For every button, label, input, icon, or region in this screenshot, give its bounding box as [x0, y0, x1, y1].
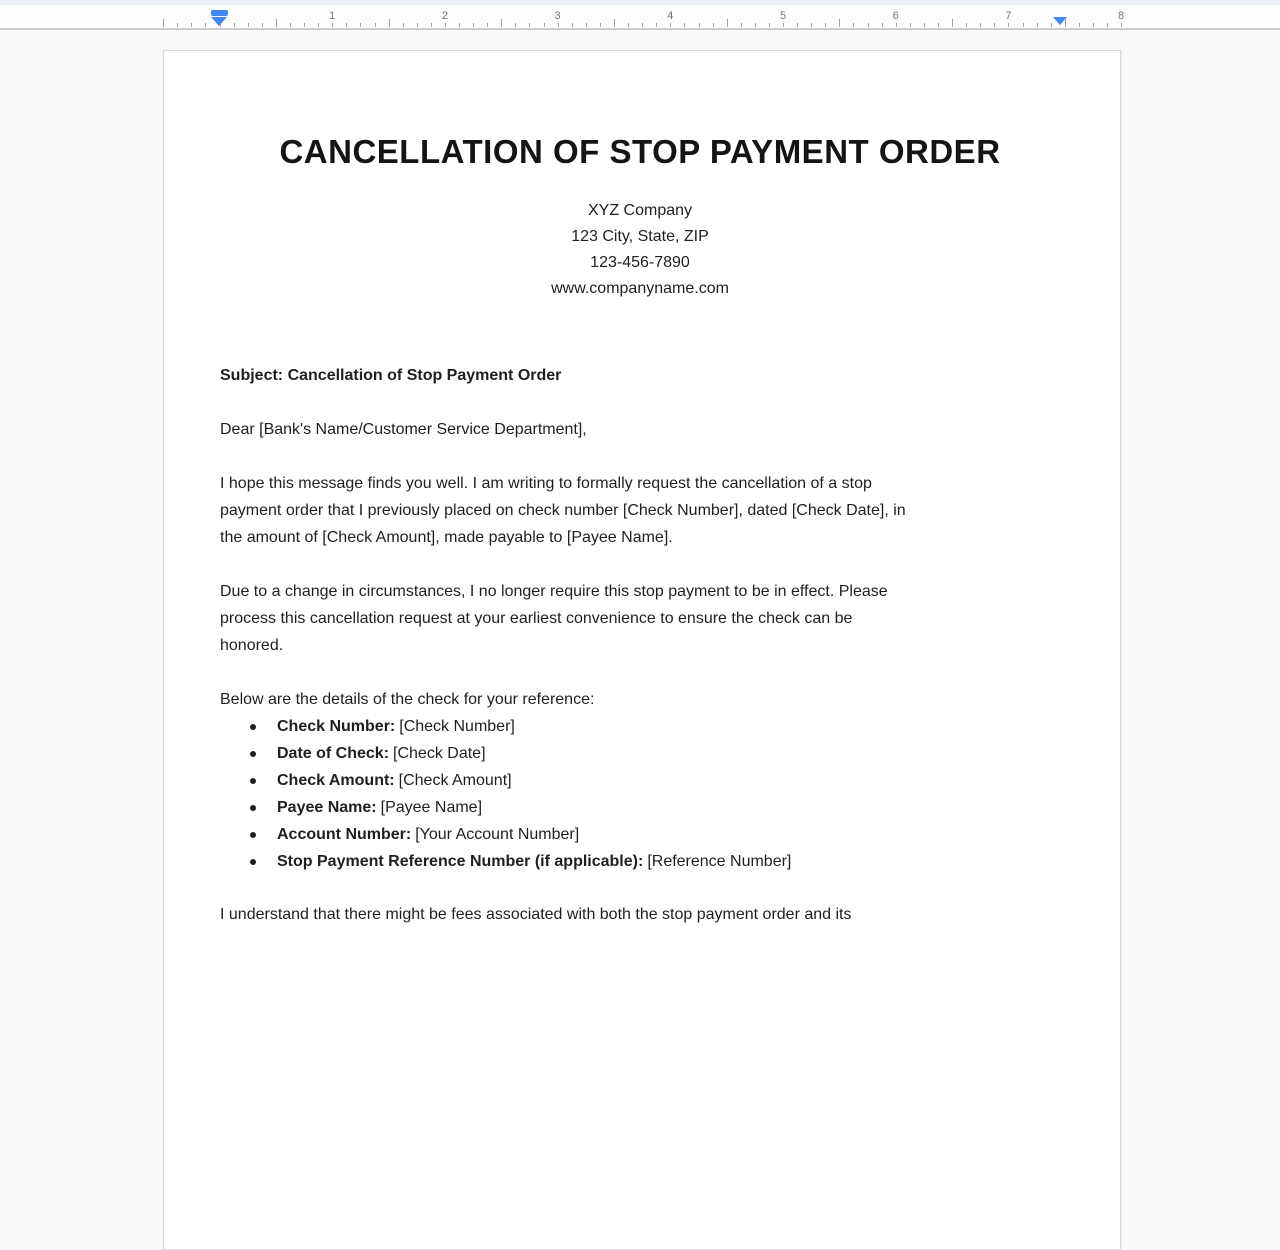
- paragraph-line[interactable]: payment order that I previously placed on check number [Check Number], dated [Check Date], in: [220, 502, 906, 519]
- company-info-block[interactable]: [220, 198, 1060, 302]
- company-info-line[interactable]: XYZ Company: [587, 202, 693, 219]
- check-detail-item[interactable]: [220, 848, 1060, 875]
- horizontal-ruler[interactable]: 1 2 3 4 5 6 7 8: [0, 5, 1280, 30]
- left-indent-marker-icon[interactable]: [211, 17, 227, 26]
- first-line-indent-marker-icon[interactable]: [211, 10, 228, 16]
- paragraph-line[interactable]: Due to a change in circumstances, I no longer require this stop payment to be in effect. Please: [220, 583, 888, 600]
- paragraph-line[interactable]: I hope this message finds you well. I am writing to formally request the cancellation of a stop: [220, 475, 872, 492]
- document-title[interactable]: CANCELLATION OF STOP PAYMENT ORDER: [279, 133, 1001, 170]
- page-content: [164, 132, 1120, 928]
- check-detail-item[interactable]: [220, 767, 1060, 794]
- paragraph-reason[interactable]: [220, 578, 1060, 659]
- check-detail-item[interactable]: [220, 740, 1060, 767]
- check-details-list[interactable]: [220, 713, 1060, 875]
- company-info-line[interactable]: 123 City, State, ZIP: [571, 228, 709, 245]
- check-detail-item[interactable]: [220, 821, 1060, 848]
- paragraph-line[interactable]: process this cancellation request at your earliest convenience to ensure the check can be: [220, 610, 853, 627]
- right-indent-marker-icon[interactable]: [1053, 17, 1067, 25]
- check-detail-item[interactable]: [220, 713, 1060, 740]
- bullet-icon: [250, 805, 256, 811]
- bullet-icon: [250, 751, 256, 757]
- detail-value: [Payee Name]: [380, 799, 483, 816]
- subject-line[interactable]: Subject: Cancellation of Stop Payment Order: [220, 367, 562, 384]
- bullet-icon: [250, 724, 256, 730]
- bullet-icon: [250, 778, 256, 784]
- document-page[interactable]: [163, 50, 1121, 1250]
- check-details-intro[interactable]: Below are the details of the check for your reference:: [220, 691, 595, 708]
- paragraph-line[interactable]: honored.: [220, 637, 284, 654]
- detail-label: Payee Name:: [277, 799, 377, 816]
- closing-paragraph-line[interactable]: I understand that there might be fees associated with both the stop payment order and its: [220, 906, 852, 923]
- detail-label: Check Amount:: [277, 772, 395, 789]
- detail-label: Check Number:: [277, 718, 396, 735]
- company-info-line[interactable]: www.companyname.com: [551, 280, 729, 297]
- bullet-icon: [250, 832, 256, 838]
- detail-value: [Check Amount]: [398, 772, 512, 789]
- detail-value: [Reference Number]: [647, 853, 792, 870]
- detail-label: Stop Payment Reference Number (if applicable):: [277, 853, 644, 870]
- company-info-line[interactable]: 123-456-7890: [590, 254, 690, 271]
- detail-value: [Check Date]: [393, 745, 486, 762]
- detail-value: [Your Account Number]: [415, 826, 580, 843]
- paragraph-request[interactable]: [220, 470, 1060, 551]
- salutation-line[interactable]: Dear [Bank's Name/Customer Service Department],: [220, 421, 587, 438]
- detail-label: Account Number:: [277, 826, 412, 843]
- detail-label: Date of Check:: [277, 745, 390, 762]
- check-detail-item[interactable]: [220, 794, 1060, 821]
- paragraph-line[interactable]: the amount of [Check Amount], made payable to [Payee Name].: [220, 529, 673, 546]
- detail-value: [Check Number]: [399, 718, 515, 735]
- bullet-icon: [250, 859, 256, 865]
